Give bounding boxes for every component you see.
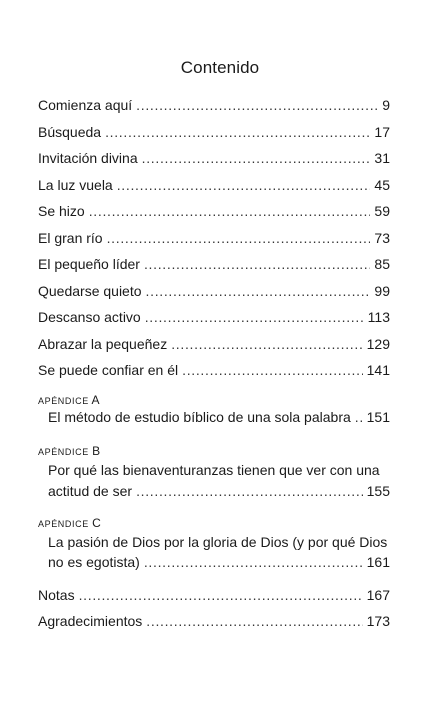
toc-entry-title: El pequeño líder [38, 256, 140, 272]
dot-leader [146, 611, 362, 631]
toc-entry-title: Descanso activo [38, 309, 141, 325]
toc-entry-title-line: La pasión de Dios por la gloria de Dios (y por qué Dios [48, 534, 388, 550]
appendix-label-word: APÉNDICE [38, 396, 89, 406]
page-title: Contenido [180, 58, 260, 77]
toc-entry-page: 45 [374, 177, 390, 193]
appendix-letter: C [92, 516, 101, 530]
dot-leader [136, 481, 363, 501]
toc-entry-page: 161 [366, 554, 390, 570]
dot-leader [117, 175, 371, 195]
toc-entry-page: 73 [374, 230, 390, 246]
toc-entry-title: Búsqueda [38, 124, 102, 140]
toc-entry-title: La luz vuela [38, 177, 113, 193]
toc-entry [48, 481, 390, 501]
toc-entry [38, 148, 390, 168]
toc-entry-page: 155 [366, 483, 390, 499]
toc-entry [38, 307, 390, 327]
dot-leader [136, 95, 378, 115]
toc-entry-title: Abrazar la pequeñez [38, 336, 168, 352]
toc-entry [38, 334, 390, 354]
toc-entry-title: El gran río [38, 230, 103, 246]
toc-entry-page: 113 [367, 309, 390, 325]
toc-entry-page: 99 [374, 283, 390, 299]
dot-leader [145, 307, 364, 327]
toc-entry-title: Se puede confiar en él [38, 362, 179, 378]
toc-entry-title: Quedarse quieto [38, 283, 142, 299]
toc-entry [38, 228, 390, 248]
appendix-label-word: APÉNDICE [38, 519, 89, 529]
toc-entry-page: 9 [382, 97, 390, 113]
dot-leader [142, 148, 371, 168]
appendix-label [38, 516, 101, 531]
toc-entry-page: 17 [374, 124, 390, 140]
toc-entry-page: 85 [374, 256, 390, 272]
toc-entry-title: Agradecimientos [38, 613, 143, 629]
toc-entry-page: 59 [374, 203, 390, 219]
dot-leader [355, 407, 363, 427]
dot-leader [107, 228, 371, 248]
appendix-letter: A [91, 393, 100, 407]
toc-entry-page: 141 [366, 362, 390, 378]
toc-entry-title: Se hizo [38, 203, 85, 219]
dot-leader [79, 585, 363, 605]
toc-entry-page: 167 [366, 587, 390, 603]
toc-entry [38, 175, 390, 195]
toc-entry [38, 201, 390, 221]
dot-leader [144, 552, 363, 572]
toc-entry [38, 360, 390, 380]
toc-entry-page: 151 [366, 409, 390, 425]
toc-entry [38, 611, 390, 631]
toc-entry [38, 585, 390, 605]
appendix-letter: B [92, 444, 101, 458]
toc-entry [38, 254, 390, 274]
toc-entry-title: no es egotista) [48, 554, 140, 570]
toc-entry [48, 552, 390, 572]
toc-entry-title: actitud de ser [48, 483, 133, 499]
dot-leader [146, 281, 371, 301]
toc-entry-title: Invitación divina [38, 150, 138, 166]
toc-entry-title: Comienza aquí [38, 97, 133, 113]
toc-entry-title-line: Por qué las bienaventuranzas tienen que ver con una [48, 462, 380, 478]
dot-leader [105, 122, 370, 142]
toc-entry [38, 281, 390, 301]
appendix-label [38, 444, 100, 459]
toc-entry [38, 122, 390, 142]
toc-entry-title: Notas [38, 587, 75, 603]
dot-leader [182, 360, 363, 380]
toc-entry-title: El método de estudio bíblico de una sola palabra [48, 409, 351, 425]
toc-entry-page: 173 [366, 613, 390, 629]
appendix-label [38, 393, 100, 408]
dot-leader [89, 201, 371, 221]
dot-leader [171, 334, 362, 354]
dot-leader [144, 254, 370, 274]
toc-entry-page: 129 [366, 336, 390, 352]
toc-entry [48, 407, 390, 427]
toc-entry [38, 95, 390, 115]
appendix-label-word: APÉNDICE [38, 447, 89, 457]
toc-entry-page: 31 [374, 150, 390, 166]
